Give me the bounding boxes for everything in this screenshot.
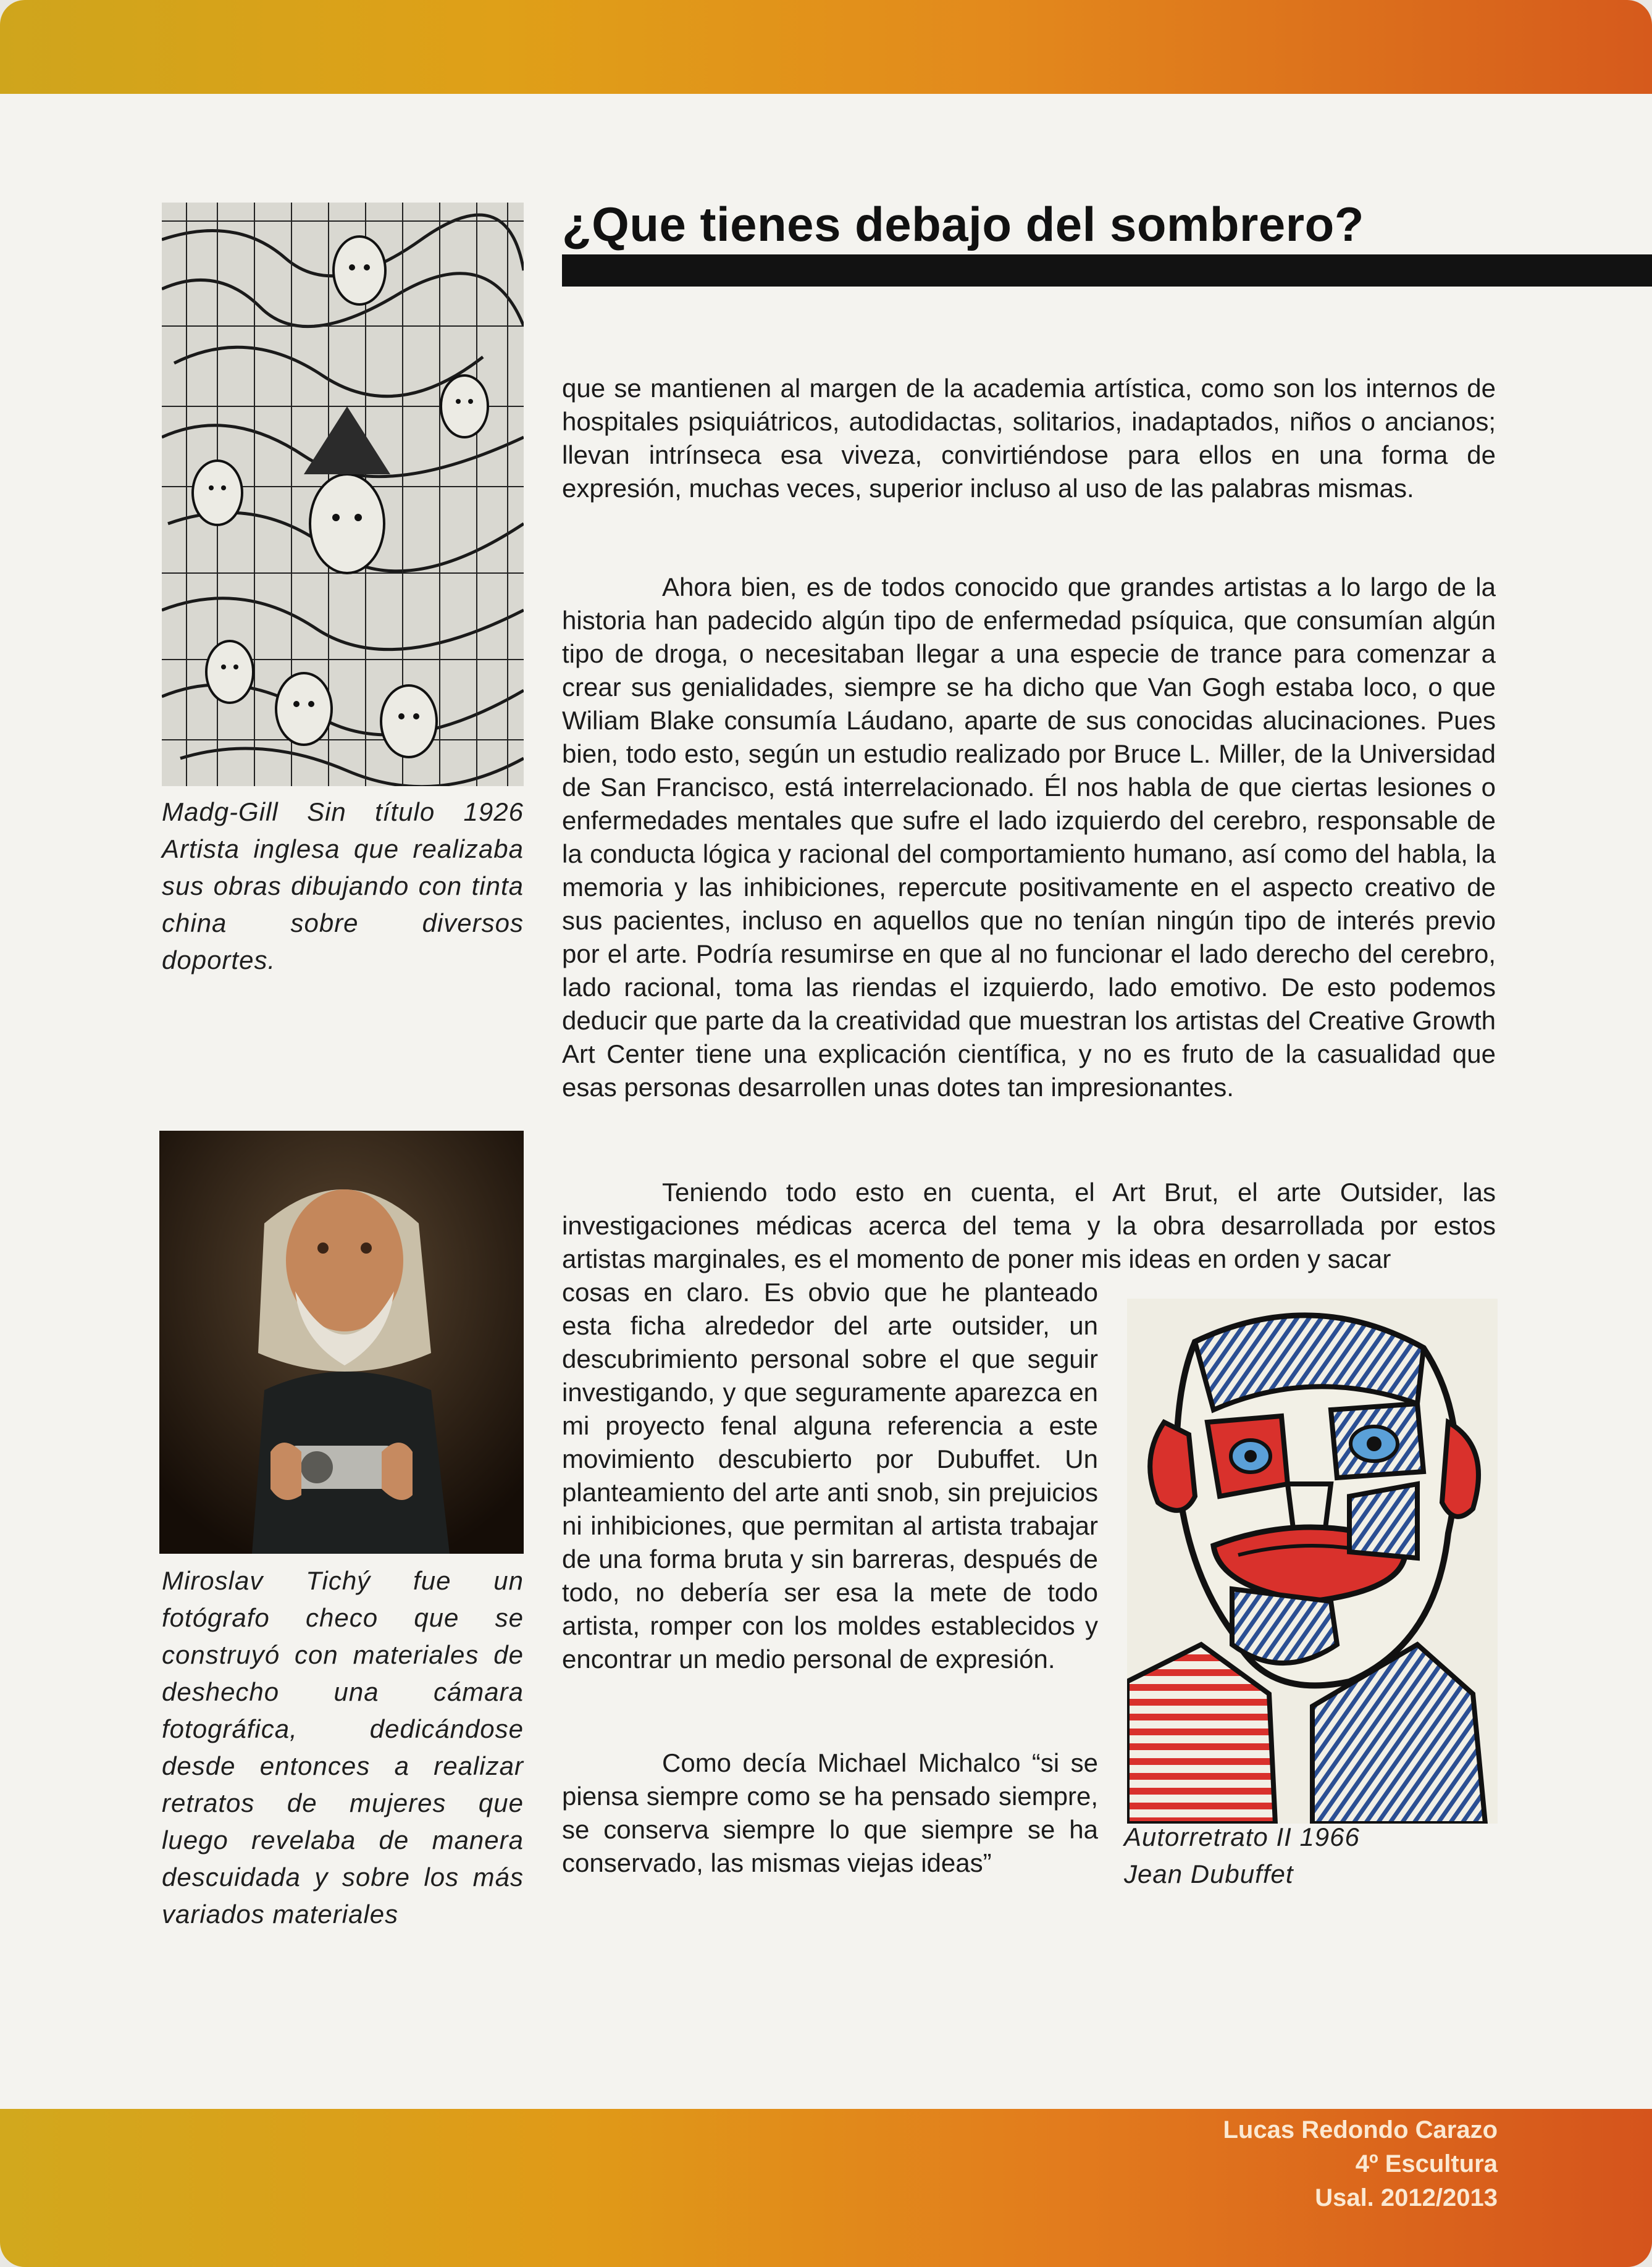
title-underline-bar [562, 254, 1652, 287]
miroslav-tichy-photo [159, 1131, 524, 1554]
madge-gill-drawing [162, 203, 524, 786]
footer-author: Lucas Redondo Carazo [1223, 2116, 1498, 2143]
article-paragraph-1 [562, 372, 1496, 505]
page-title: ¿Que tienes debajo del sombrero? [562, 197, 1364, 251]
header-band [0, 0, 1652, 94]
miroslav-tichy-caption: Miroslav Tichý fue un fotógrafo checo que se construyó con materiales de deshecho una cámara fotográfica, dedicándose desde entonces a realizar retratos de mujeres que luego revelaba de manera descuidada y sobre los más variados materiales [162, 1566, 524, 1929]
footer-credits [1223, 2113, 1498, 2215]
paragraph-2-text: Ahora bien, es de todos conocido que grandes artistas a lo largo de la historia han padecido algún tipo de enfermedad psíquica, que consumían algún tipo de droga, o necesitaban llegar a una especie de trance para comenzar a crear sus genialidades, siempre se ha dicho que Van Gogh estaba loco, o que Wiliam Blake consumía Láudano, aparte de sus conocidas alucinaciones. Pues bien, todo esto, según un estudio realizado por Bruce L. Miller, de la Universidad de San Francisco, está interrelacionado. Él nos habla de que ciertas lesiones o enfermedades mentales que sufre el lado izquierdo del cerebro, responsable de la conducta lógica y racional del comportamiento humano, así como del habla, la memoria y las inhibiciones, repercute positivamente en el aspecto creativo de sus pacientes, incluso en aquellos que no tenían ningún tipo de interés previo por el arte. Podría resumirse en que al no funcionar el lado derecho del cerebro, lado racional, toma las riendas el izquierdo, lado emotivo. De esto podemos deducir que parte da la creatividad que muestran los artistas del Creative Growth Art Center tiene una explicación científica, y no es fruto de la casualidad que esas personas desarrollen unas dotes tan impresionantes. [562, 572, 1496, 1102]
dubuffet-caption-artist: Jean Dubuffet [1124, 1859, 1294, 1888]
footer-university: Usal. 2012/2013 [1315, 2184, 1498, 2211]
article-paragraph-4 [562, 1746, 1098, 1880]
dubuffet-self-portrait [1127, 1299, 1498, 1824]
footer-course: 4º Escultura [1355, 2150, 1498, 2177]
article-paragraph-2 [562, 571, 1496, 1104]
paragraph-3-narrow-text: cosas en claro. Es obvio que he planteado esta ficha alrededor del arte outsider, un descubrimiento personal sobre el que seguir investigando, y que seguramente aparezca en mi proyecto fenal alguna referencia a este movimiento descubierto por Dubuffet. Un planteamiento del arte anti snob, sin prejuicios ni inhibiciones, que permitan al artista trabajar de una forma bruta y sin barreras, después de todo, no debería ser esa la mete de todo artista, romper con los moldes establecidos y encontrar un medio personal de expresión. [562, 1278, 1098, 1674]
dubuffet-caption-title: Autorretrato II 1966 [1124, 1822, 1360, 1851]
madge-gill-caption: Madg-Gill Sin título 1926 Artista inglesa que realizaba sus obras dibujando con tinta china sobre diversos doportes. [162, 797, 524, 974]
paragraph-1-text: que se mantienen al margen de la academia artística, como son los internos de hospitales psiquiátricos, autodidactas, solitarios, inadaptados, niños o ancianos; llevan intrínseca esa viveza, convirtiéndose para ellos en una forma de expresión, muchas veces, superior incluso al uso de las palabras mismas. [562, 374, 1496, 503]
paragraph-3-wide-text: Teniendo todo esto en cuenta, el Art Brut, el arte Outsider, las investigaciones médicas acerca del tema y la obra desarrollada por estos artistas marginales, es el momento de poner mis ideas en orden y sacar [562, 1178, 1496, 1273]
dubuffet-caption [1124, 1819, 1396, 1893]
paragraph-4-text: Como decía Michael Michalco “si se piensa siempre como se ha pensado siempre, se conserva siempre lo que siempre se ha conservado, las mismas viejas ideas” [562, 1748, 1098, 1877]
